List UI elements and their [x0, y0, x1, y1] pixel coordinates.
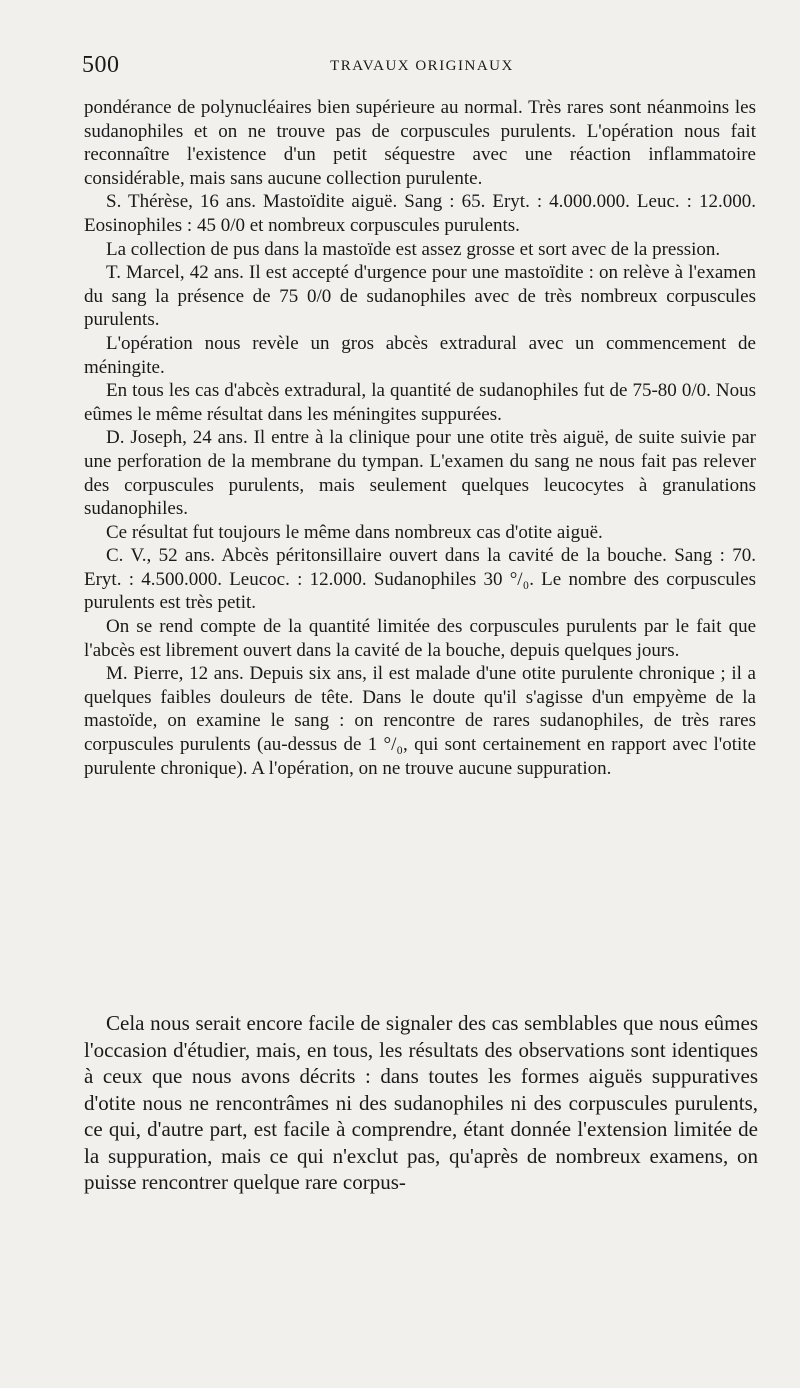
paragraph: M. Pierre, 12 ans. Depuis six ans, il est malade d'une otite purulente chronique ; il a quelques faibles douleurs de tête. Dans le doute qu'il s'agisse d'un empyème de la mastoïde, on examine le sang : on rencontre de rares sudanophiles, de très rares corpuscules purulents (au-dessus de 1 °/₀, qui sont certainement en rapport avec l'otite purulente chronique). A l'opération, on ne trouve aucune suppuration.: [84, 663, 756, 779]
paragraph: D. Joseph, 24 ans. Il entre à la clinique pour une otite très aiguë, de suite suivie par une perforation de la membrane du tympan. L'examen du sang ne nous fait pas relever des corpuscules purulents, mais seulement quelques leucocytes à granulations sudanophiles.: [84, 427, 756, 520]
conclusion-section: [84, 1010, 758, 1196]
paragraph: T. Marcel, 42 ans. Il est accepté d'urgence pour une mastoïdite : on relève à l'examen du sang la présence de 75 0/0 de sudanophiles avec de très nombreux corpuscules purulents.: [84, 262, 756, 331]
case-reports-section: [84, 96, 756, 780]
paragraph: En tous les cas d'abcès extradural, la quantité de sudanophiles fut de 75-80 0/0. Nous eûmes le même résultat dans les méningites suppurées.: [84, 380, 756, 425]
paragraph: S. Thérèse, 16 ans. Mastoïdite aiguë. Sang : 65. Eryt. : 4.000.000. Leuc. : 12.000. Eosinophiles : 45 0/0 et nombreux corpuscules purulents.: [84, 191, 756, 236]
paragraph: C. V., 52 ans. Abcès péritonsillaire ouvert dans la cavité de la bouche. Sang : 70. Eryt. : 4.500.000. Leucoc. : 12.000. Sudanophiles 30 °/₀. Le nombre des corpuscules purulents est très petit.: [84, 545, 756, 614]
paragraph: Ce résultat fut toujours le même dans nombreux cas d'otite aiguë.: [106, 521, 603, 543]
paragraph: L'opération nous revèle un gros abcès extradural avec un commencement de méningite.: [84, 332, 756, 378]
conclusion-paragraph: Cela nous serait encore facile de signaler des cas semblables que nous eûmes l'occasion d'étudier, mais, en tous, les résultats des observations sont identiques à ceux que nous avons décrits : dans toutes les formes aiguës suppuratives d'otite nous ne rencontrâmes ni des sudanophiles ni des corpuscules purulents, ce qui, d'autre part, est facile à comprendre, étant donnée l'extension limitée de la suppuration, mais ce qui n'exclut pas, qu'après de nombreux examens, on puisse rencontrer quelque rare corpus-: [84, 1011, 758, 1194]
paragraph: La collection de pus dans la mastoïde est assez grosse et sort avec de la pression.: [106, 238, 721, 260]
paragraph: On se rend compte de la quantité limitée des corpuscules purulents par le fait que l'abcès est librement ouvert dans la cavité de la bouche, depuis quelques jours.: [84, 616, 756, 661]
page-number: 500: [82, 52, 120, 78]
running-title: TRAVAUX ORIGINAUX: [330, 58, 514, 74]
page-header: [82, 52, 762, 82]
paragraph: pondérance de polynucléaires bien supérieure au normal. Très rares sont néanmoins les sudanophiles et on ne trouve pas de corpuscules purulents. L'opération nous fait reconnaître l'existence d'un petit séquestre avec une réaction inflammatoire considérable, mais sans aucune collection purulente.: [84, 97, 756, 189]
